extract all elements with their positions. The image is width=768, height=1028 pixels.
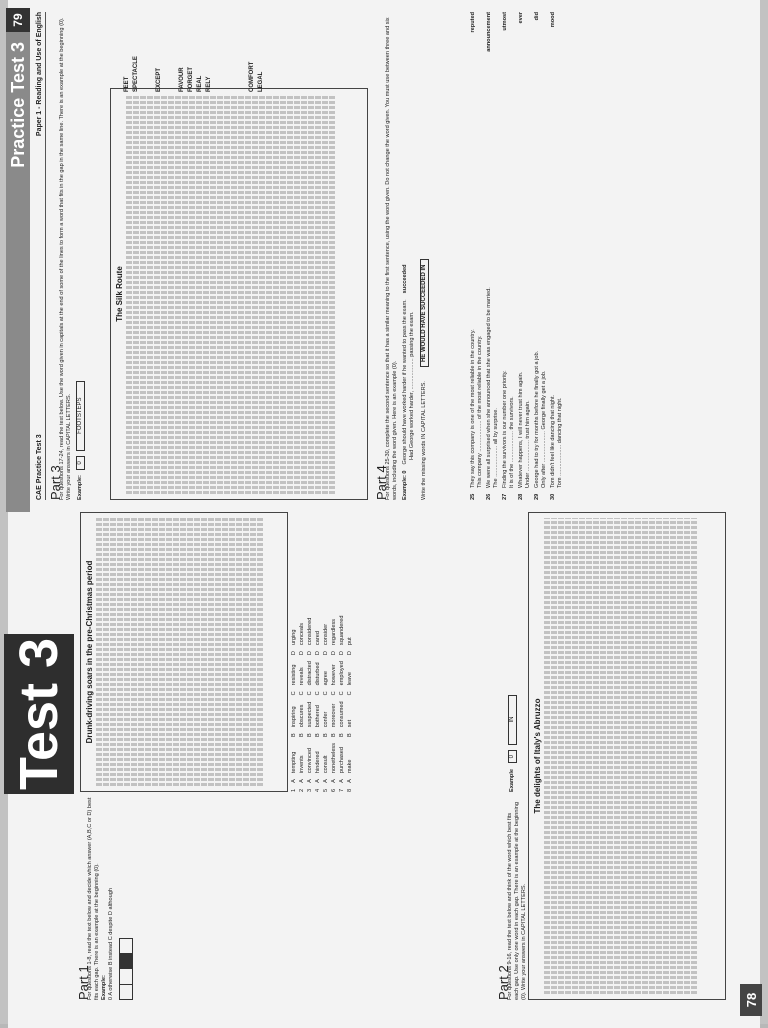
part4-section <box>374 12 429 500</box>
part4-answer-note: Write the missing words IN CAPITAL LETTERS. <box>421 381 427 500</box>
part4-example-keyword: succeeded <box>402 264 408 294</box>
left-page <box>0 512 768 1024</box>
part1-heading: Part 1 <box>76 965 91 1000</box>
part1-answer-grid <box>119 938 133 1000</box>
part2-example-answer: IN <box>508 695 517 745</box>
list-item: 30 Tom didn't feel like dancing that night. Tom .................... dancing that night. mood <box>550 12 563 500</box>
right-page-number: 79 <box>6 8 30 32</box>
part2-example <box>508 524 517 792</box>
keyword: FAVOUR <box>179 67 185 92</box>
part3-instructions: For questions 17-24, read the text below. Use the word given in capitals at the end of some of the lines to form a word that fits in the gap in the same line. There is an example at the beginning (0). Write your answers in CAPITAL LETTERS. <box>59 17 72 500</box>
part2-example-num: 0 <box>508 750 517 763</box>
table-row: 1 A tempting B inspiring C resisting D urging <box>290 629 297 792</box>
left-page-number: 78 <box>740 984 762 1016</box>
part1-article-title: Drunk-driving soars in the pre-Christmas period <box>85 560 94 744</box>
part3-keywords <box>124 12 267 92</box>
keyword: FEET <box>124 76 130 92</box>
right-page <box>0 0 768 512</box>
part3-article-title: The Silk Route <box>115 266 124 322</box>
part4-questions <box>470 12 566 500</box>
part3-article <box>110 88 368 500</box>
part2-article <box>528 512 726 1000</box>
part3-section <box>48 12 85 500</box>
part1-section <box>76 790 133 1000</box>
list-item: 28 Whatever happens, I will never trust him again. Under .................... trust him again. ever <box>518 12 531 500</box>
test-banner: Test 3 <box>4 634 74 794</box>
table-row: 2 A invents B obscures C reveals D conceals <box>298 622 305 792</box>
header-right: Paper 1 - Reading and Use of English <box>36 12 43 137</box>
part1-article <box>80 512 288 792</box>
part3-example-num: 0 <box>76 456 85 469</box>
part4-heading: Part 4 <box>374 465 389 500</box>
part2-example-label: Example <box>509 768 515 792</box>
keyword: SPECTACLE <box>133 56 139 92</box>
part2-instructions: For questions 9-16, read the text below and think of the word which best fits each gap. Use only one word in each gap. There is an example at the beginning (0). Write your answers in CAPITAL LETTERS. <box>507 802 527 1000</box>
keyword: COMFORT <box>249 61 255 92</box>
list-item: 29 George had to try for months before he finally got a job. Only after .................... George finally get a job. did <box>534 12 547 500</box>
list-item: 27 Finding the survivors is our number one priority. It is of the .................... the survivors. utmost <box>502 12 515 500</box>
part1-example-label: Example: <box>101 975 107 1000</box>
keyword: REAL <box>197 75 203 92</box>
table-row: 3 A convinced B suspected C distracted D considered <box>306 617 313 792</box>
part3-example-label: Example: <box>77 475 83 500</box>
part4-example-answer: HE WOULD HAVE SUCCEEDED IN <box>420 259 429 367</box>
part2-section <box>496 800 528 1000</box>
part3-heading: Part 3 <box>48 465 63 500</box>
keyword: RELY <box>206 76 212 92</box>
table-row: 6 A nonetheless B moreover C however D regardless <box>330 618 337 792</box>
part4-example-sentence: George should have worked harder if he wanted to pass the exam. <box>402 299 408 465</box>
part3-example-answer: FOOTSTEPS <box>76 381 85 451</box>
page-header <box>36 12 46 500</box>
part2-heading: Part 2 <box>496 965 511 1000</box>
table-row: 4 A hindered B bothered C disturbed D cared <box>314 631 321 792</box>
part4-example-second: Had George worked harder, .................... passing the exam. <box>409 311 415 460</box>
keyword: LEGAL <box>258 71 264 92</box>
list-item: 26 We were all surprised when she announced that she was engaged to be married. The .................... all by surprise. announcement <box>486 12 499 500</box>
keyword: EXCEPT <box>156 67 162 92</box>
keyword: FORGET <box>188 67 194 92</box>
header-left: CAE Practice Test 3 <box>36 434 43 500</box>
part2-article-title: The delights of Italy's Abruzzo <box>533 698 542 814</box>
practice-test-banner: Practice Test 3 <box>6 32 30 512</box>
part4-instructions: For questions 25-30, complete the second sentence so that it has a similar meaning to the first sentence, using the word given. Do not change the word given. You must use between three and six words, including the word given. Here is an example (0). <box>385 17 398 500</box>
part1-example: 0 A otherwise B instead C despite D although <box>108 888 114 1000</box>
table-row: 5 A consult B confer C agree D consider <box>322 623 329 792</box>
part1-instructions: For questions 1-8, read the text below and decide which answer (A,B,C or D) best fits each gap. There is an example at the beginning (0). <box>87 797 100 1000</box>
part4-example-label: Example: 0 <box>402 470 408 500</box>
table-row: 8 A make B set C leave D put <box>346 637 353 792</box>
table-row: 7 A purchased B consumed C employed D squandered <box>338 615 345 792</box>
list-item: 25 They say this company is one of the most reliable in the country. This company .................... of the most reliable in the country. reputed <box>470 12 483 500</box>
part1-options-table <box>290 610 354 793</box>
